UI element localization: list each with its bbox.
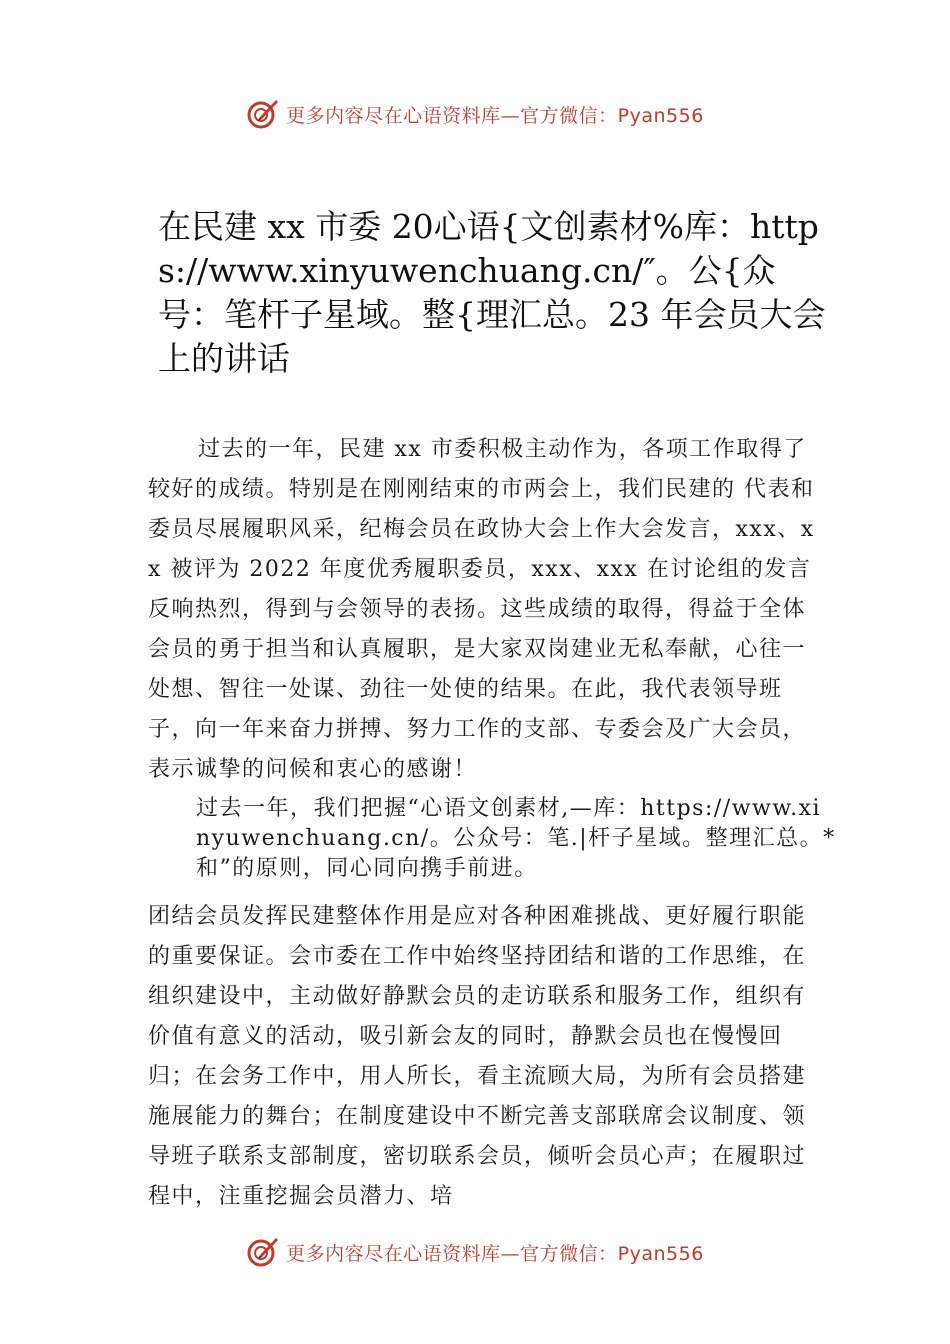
footer-banner [0,1232,950,1272]
header-banner [0,94,950,134]
paragraph-3: 团结会员发挥民建整体作用是应对各种困难挑战、更好履行职能的重要保证。会市委在工作中始终坚持团结和谐的工作思维，在组织建设中，主动做好静默会员的走访联系和服务工作，组织有价值有意义的活动，吸引新会友的同时，静默会员也在慢慢回归；在会务工作中，用人所长，看主流顾大局，为所有会员搭建施展能力的舞台；在制度建设中不断完善支部联席会议制度、领导班子联系支部制度，密切联系会员，倾听会员心声；在履职过程中，注重挖掘会员潜力、培 [148,904,807,1209]
pen-seal-logo-icon [246,1235,280,1269]
paragraph-2: 过去一年，我们把握“心语文创素材,—库：https://www.xinyuwenchuang.cn/。公众号：笔.|杆子星域。整理汇总。*和”的原则，同心同向携手前进。 [196,796,836,881]
footer-banner-text: 更多内容尽在心语资料库—官方微信：Pyan556 [286,1242,704,1265]
paragraph-1: 过去的一年，民建 xx 市委积极主动作为，各项工作取得了较好的成绩。特别是在刚刚结束的市两会上，我们民建的 代表和委员尽展履职风采，纪梅会员在政协大会上作大会发言，xxx、xx 被评为 2022 年度优秀履职委员，xxx、xxx 在讨论组的发言反响热烈，得到与会领导的表扬。这些成绩的取得，得益于全体会员的勇于担当和认真履职，是大家双岗建业无私奉献，心往一处想、智往一处谋、劲往一处使的结果。在此，我代表领导班子，向一年来奋力拼搏、努力工作的支部、专委会及广大会员，表示诚挚的问候和衷心的感谢！ [148,437,815,782]
pen-seal-logo-icon [246,97,280,131]
document-title: 在民建 xx 市委 20心语{文创素材%库：https://www.xinyuwenchuang.cn/″。公{众号：笔杆子星域。整{理汇总。23 年会员大会上的讲话 [158,207,826,378]
header-banner-text: 更多内容尽在心语资料库—官方微信：Pyan556 [286,104,704,127]
